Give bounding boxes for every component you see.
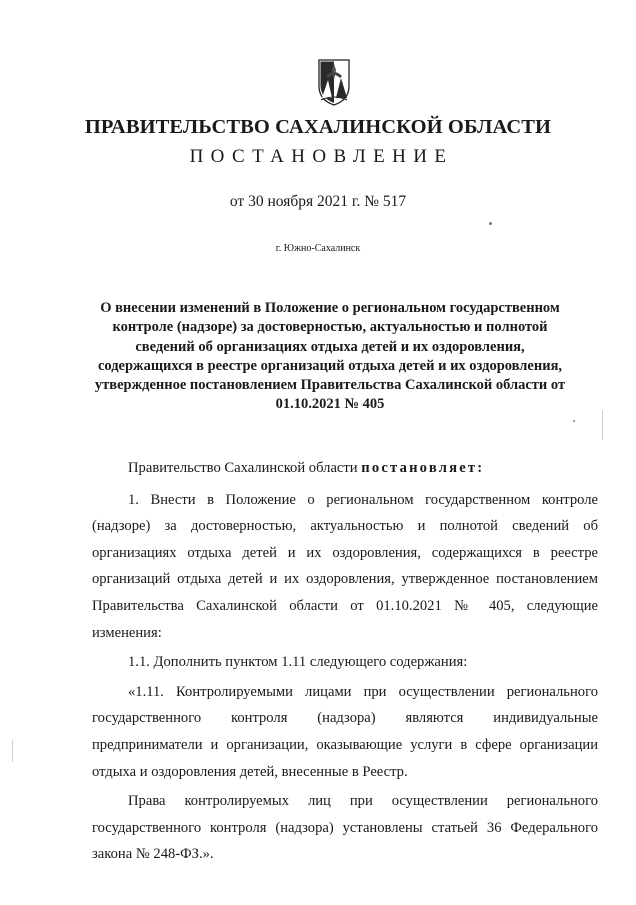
scan-speck	[573, 420, 575, 422]
coat-of-arms-icon	[317, 58, 351, 106]
quoted-paragraph-2: Права контролируемых лиц при осуществлении регионального государственного контроля (надзора) установлены статьей 36 Федерального закона № 248-ФЗ.».	[92, 793, 598, 863]
quoted-paragraph-1: «1.11. Контролируемыми лицами при осуществлении регионального государственного контроля (надзора) являются индивидуальные предприниматели и организации, оказывающие услуги в сфере организации отдыха и оздоровления детей, внесенные в Реестр.	[92, 683, 598, 780]
paragraph-1-1: 1.1. Дополнить пунктом 1.11 следующего содержания:	[128, 654, 468, 671]
scan-edge-mark	[12, 740, 13, 762]
document-body	[92, 455, 598, 868]
decree-word: постановляет:	[361, 460, 485, 476]
intro-paragraph	[92, 455, 598, 482]
government-title: ПРАВИТЕЛЬСТВО САХАЛИНСКОЙ ОБЛАСТИ	[84, 116, 552, 138]
document-city: г. Южно-Сахалинск	[275, 243, 361, 254]
paragraph-1: 1. Внести в Положение о региональном государственном контроле (надзоре) за достоверностью, актуальностью и полнотой сведений об организациях отдыха детей и их оздоровления, содержащихся в реестре организаций отдыха детей и их оздоровления, утвержденное постановлением Правительства Сахалинской области от 01.10.2021 № 405, следующие изменения:	[92, 491, 598, 641]
document-subject: О внесении изменений в Положение о региональном государственном контроле (надзоре) за достоверностью, актуальностью и полнотой сведений об организациях отдыха детей и их оздоровления, содержащихся в реестре организаций отдыха детей и их оздоровления, утвержденное постановлением Правительства Сахалинской области от 01.10.2021 № 405	[94, 300, 566, 413]
document-date-number: от 30 ноября 2021 г. № 517	[229, 193, 407, 210]
scan-edge-mark	[602, 410, 603, 440]
document-type: ПОСТАНОВЛЕНИЕ	[189, 146, 454, 167]
intro-text: Правительство Сахалинской области	[128, 460, 362, 476]
scan-speck	[489, 222, 492, 225]
